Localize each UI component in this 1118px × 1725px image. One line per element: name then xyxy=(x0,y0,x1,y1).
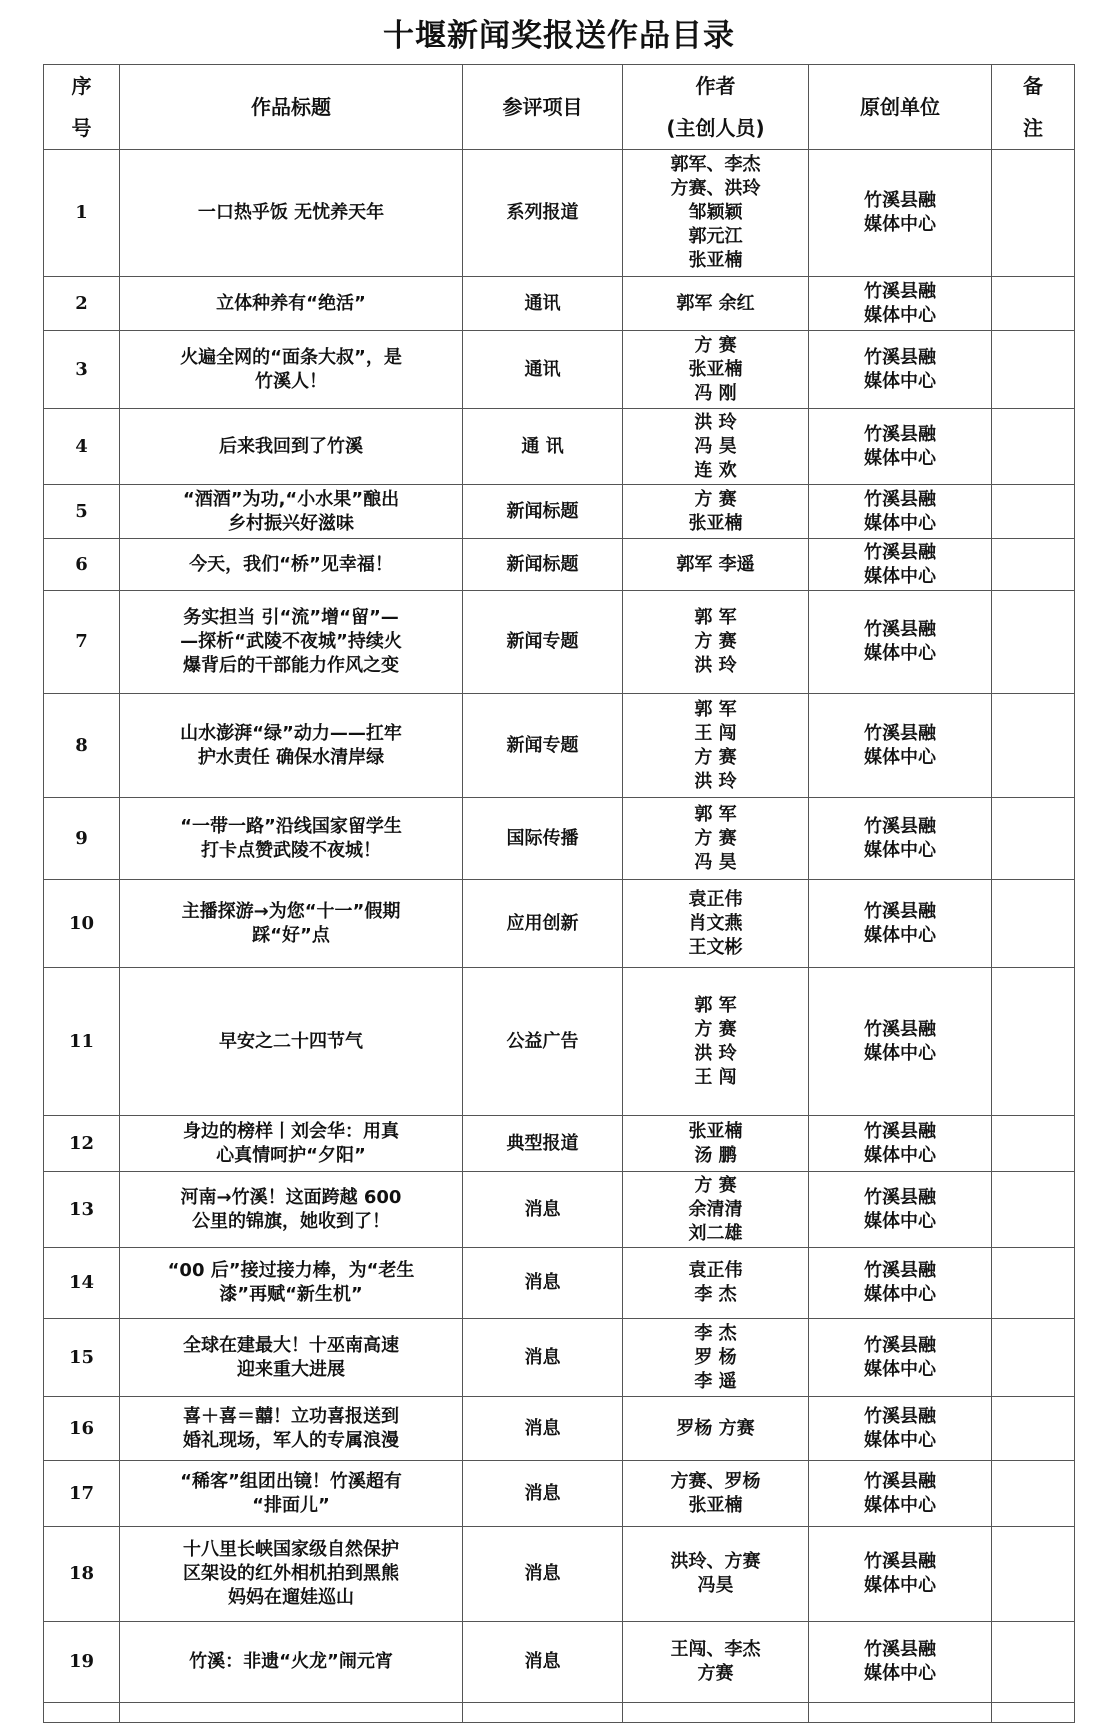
remark-cell xyxy=(992,1319,1075,1397)
work-title-line: 护水责任 确保水清岸绿 xyxy=(197,746,385,768)
work-title-cell xyxy=(120,694,463,798)
remark-cell xyxy=(992,1461,1075,1527)
author-line: 王 闯 xyxy=(694,722,737,744)
row-index: 2 xyxy=(44,277,120,331)
unit-line: 竹溪县融 xyxy=(864,488,936,510)
work-title-line: 早安之二十四节气 xyxy=(219,1030,363,1052)
work-title-line: 公里的锦旗，她收到了！ xyxy=(192,1210,390,1232)
header-remark: 备 注 xyxy=(992,65,1075,150)
author-line: 张亚楠 xyxy=(688,1494,743,1516)
author-line: 洪玲、方赛 xyxy=(670,1551,761,1572)
author-line: 王 闯 xyxy=(694,1066,737,1088)
author-cell xyxy=(623,968,809,1116)
unit-line: 竹溪县融 xyxy=(864,722,936,744)
author-cell xyxy=(623,1527,809,1622)
category-cell: 消息 xyxy=(463,1397,623,1461)
author-line: 方赛、洪玲 xyxy=(670,178,761,199)
row-index: 16 xyxy=(44,1397,120,1461)
unit-line: 竹溪县融 xyxy=(864,190,936,211)
author-line: 郭 军 xyxy=(694,698,737,720)
table-row xyxy=(44,591,1075,694)
author-cell xyxy=(623,591,809,694)
row-index: 4 xyxy=(44,409,120,485)
category-cell: 通讯 xyxy=(463,277,623,331)
remark-cell xyxy=(992,1172,1075,1248)
author-line: 袁正伟 xyxy=(688,1260,743,1281)
table-row xyxy=(44,1461,1075,1527)
row-index: 13 xyxy=(44,1172,120,1248)
author-line: 郭元江 xyxy=(688,226,743,247)
unit-line: 媒体中心 xyxy=(864,1663,936,1684)
unit-line: 竹溪县融 xyxy=(864,1551,936,1572)
work-title-line: 乡村振兴好滋味 xyxy=(228,512,354,534)
remark-cell xyxy=(992,694,1075,798)
author-line: 连 欢 xyxy=(694,459,737,481)
unit-line: 媒体中心 xyxy=(864,1144,936,1166)
remark-cell xyxy=(992,485,1075,539)
unit-cell xyxy=(809,1527,992,1622)
author-line: 余清清 xyxy=(688,1198,743,1220)
work-title-line: 竹溪：非遗“火龙”闹元宵 xyxy=(189,1651,393,1672)
row-index: 17 xyxy=(44,1461,120,1527)
work-title-line: “酒酒”为功,“小水果”酿出 xyxy=(182,488,400,510)
category-cell: 新闻专题 xyxy=(463,694,623,798)
author-cell xyxy=(623,409,809,485)
table-row xyxy=(44,1116,1075,1172)
author-line: 冯昊 xyxy=(697,1575,734,1596)
author-line: 洪 玲 xyxy=(694,655,737,676)
author-line: 汤 鹏 xyxy=(694,1144,737,1166)
category-cell: 典型报道 xyxy=(463,1116,623,1172)
page-title: 十堰新闻奖报送作品目录 xyxy=(383,18,735,54)
table-row xyxy=(44,485,1075,539)
author-line: 郭 军 xyxy=(694,803,737,825)
table-row xyxy=(44,1172,1075,1248)
work-title-line: 今天，我们“桥”见幸福！ xyxy=(189,553,393,575)
unit-line: 竹溪县融 xyxy=(864,1260,936,1281)
unit-line: 媒体中心 xyxy=(864,1494,936,1516)
unit-line: 媒体中心 xyxy=(864,643,936,664)
unit-cell xyxy=(809,694,992,798)
remark-cell xyxy=(992,968,1075,1116)
author-line: 袁正伟 xyxy=(688,888,743,910)
work-title-line: 山水澎湃“绿”动力——扛牢 xyxy=(180,722,402,744)
remark-cell xyxy=(992,331,1075,409)
work-title-cell xyxy=(120,1116,463,1172)
author-line: 罗 杨 xyxy=(694,1346,737,1368)
work-title-cell xyxy=(120,485,463,539)
remark-cell xyxy=(992,1116,1075,1172)
unit-cell xyxy=(809,1116,992,1172)
row-index: 11 xyxy=(44,968,120,1116)
author-line: 王文彬 xyxy=(688,936,743,958)
author-cell xyxy=(623,331,809,409)
table-body xyxy=(44,150,1075,1723)
category-cell: 消息 xyxy=(463,1527,623,1622)
unit-line: 竹溪县融 xyxy=(864,1334,936,1356)
unit-line: 竹溪县融 xyxy=(864,1470,936,1492)
remark-cell xyxy=(992,150,1075,277)
unit-cell xyxy=(809,485,992,539)
work-title-line: 区架设的红外相机拍到黑熊 xyxy=(183,1563,399,1584)
category-cell: 国际传播 xyxy=(463,798,623,880)
work-title-cell xyxy=(120,409,463,485)
author-cell xyxy=(623,1461,809,1527)
category-cell: 消息 xyxy=(463,1622,623,1703)
author-cell xyxy=(623,539,809,591)
author-line: 郭 军 xyxy=(694,607,737,628)
unit-cell xyxy=(809,1319,992,1397)
table-header-row xyxy=(44,65,1075,150)
unit-cell xyxy=(809,277,992,331)
unit-cell xyxy=(809,331,992,409)
unit-cell xyxy=(809,798,992,880)
remark-cell xyxy=(992,409,1075,485)
author-line: 邹颖颖 xyxy=(688,202,743,223)
work-title-line: 身边的榜样丨刘会华：用真 xyxy=(183,1120,399,1142)
category-cell: 新闻专题 xyxy=(463,591,623,694)
table-row xyxy=(44,1527,1075,1622)
unit-cell xyxy=(809,1397,992,1461)
work-title-cell xyxy=(120,277,463,331)
author-line: 方 赛 xyxy=(694,631,737,652)
unit-line: 媒体中心 xyxy=(864,1284,936,1305)
remark-cell xyxy=(992,1622,1075,1703)
work-title-line: 竹溪人！ xyxy=(255,370,327,392)
row-index: 10 xyxy=(44,880,120,968)
work-title-cell xyxy=(120,1319,463,1397)
table-row xyxy=(44,409,1075,485)
author-cell xyxy=(623,277,809,331)
row-index: 15 xyxy=(44,1319,120,1397)
unit-line: 竹溪县融 xyxy=(864,1186,936,1208)
row-index: 3 xyxy=(44,331,120,409)
author-cell xyxy=(623,485,809,539)
unit-line: 媒体中心 xyxy=(864,512,936,534)
author-line: 肖文燕 xyxy=(688,912,743,934)
author-line: 罗杨 方赛 xyxy=(676,1417,755,1439)
row-index: 9 xyxy=(44,798,120,880)
submission-table xyxy=(43,64,1075,1723)
row-index: 19 xyxy=(44,1622,120,1703)
header-category: 参评项目 xyxy=(463,65,623,150)
author-line: 方 赛 xyxy=(694,334,737,356)
work-title-line: 打卡点赞武陵不夜城！ xyxy=(201,839,381,861)
author-line: 冯 刚 xyxy=(694,382,737,404)
author-line: 刘二雄 xyxy=(688,1222,743,1244)
row-index: 7 xyxy=(44,591,120,694)
header-index: 序 号 xyxy=(44,65,120,150)
work-title-cell xyxy=(120,1622,463,1703)
category-cell: 消息 xyxy=(463,1248,623,1319)
work-title-line: 迎来重大进展 xyxy=(237,1358,345,1380)
table-row xyxy=(44,798,1075,880)
unit-line: 媒体中心 xyxy=(864,214,936,235)
unit-cell xyxy=(809,1461,992,1527)
work-title-line: 火遍全网的“面条大叔”，是 xyxy=(180,346,402,368)
unit-line: 媒体中心 xyxy=(864,924,936,946)
work-title-line: 后来我回到了竹溪 xyxy=(219,435,363,457)
row-index: 8 xyxy=(44,694,120,798)
work-title-line: 爆背后的干部能力作风之变 xyxy=(183,655,399,676)
remark-cell xyxy=(992,1527,1075,1622)
unit-cell xyxy=(809,1172,992,1248)
unit-cell xyxy=(809,591,992,694)
author-cell xyxy=(623,1248,809,1319)
remark-cell xyxy=(992,591,1075,694)
table-row-partial xyxy=(44,1703,1075,1723)
empty-cell xyxy=(809,1703,992,1723)
unit-cell xyxy=(809,150,992,277)
author-cell xyxy=(623,880,809,968)
author-cell xyxy=(623,150,809,277)
remark-cell xyxy=(992,539,1075,591)
work-title-cell xyxy=(120,1527,463,1622)
work-title-line: 十八里长峡国家级自然保护 xyxy=(183,1539,399,1560)
unit-line: 媒体中心 xyxy=(864,1210,936,1232)
table-row xyxy=(44,694,1075,798)
unit-line: 媒体中心 xyxy=(864,304,936,326)
unit-line: 竹溪县融 xyxy=(864,1405,936,1427)
work-title-line: —探析“武陵不夜城”持续火 xyxy=(180,631,402,652)
work-title-line: 河南→竹溪！这面跨越 600 xyxy=(180,1186,402,1208)
header-unit: 原创单位 xyxy=(809,65,992,150)
category-cell: 通 讯 xyxy=(463,409,623,485)
unit-line: 媒体中心 xyxy=(864,1358,936,1380)
remark-cell xyxy=(992,1397,1075,1461)
unit-line: 竹溪县融 xyxy=(864,280,936,302)
header-author: 作者 (主创人员) xyxy=(623,65,809,150)
row-index: 1 xyxy=(44,150,120,277)
author-cell xyxy=(623,694,809,798)
work-title-line: “00 后”接过接力棒，为“老生 xyxy=(167,1260,415,1281)
table-row xyxy=(44,1622,1075,1703)
work-title-line: 立体种养有“绝活” xyxy=(216,292,366,314)
author-line: 方赛、罗杨 xyxy=(670,1470,761,1492)
author-cell xyxy=(623,1622,809,1703)
unit-line: 竹溪县融 xyxy=(864,423,936,445)
work-title-cell xyxy=(120,539,463,591)
author-line: 方 赛 xyxy=(694,827,737,849)
unit-line: 竹溪县融 xyxy=(864,541,936,563)
author-line: 张亚楠 xyxy=(688,250,743,271)
author-line: 李 杰 xyxy=(694,1322,737,1344)
author-line: 冯 昊 xyxy=(694,435,737,457)
empty-cell xyxy=(992,1703,1075,1723)
work-title-cell xyxy=(120,1248,463,1319)
author-line: 方 赛 xyxy=(694,1018,737,1040)
work-title-line: “排面儿” xyxy=(252,1494,330,1516)
author-cell xyxy=(623,1116,809,1172)
unit-line: 媒体中心 xyxy=(864,1042,936,1064)
author-line: 洪 玲 xyxy=(694,411,737,433)
category-cell: 消息 xyxy=(463,1461,623,1527)
category-cell: 消息 xyxy=(463,1319,623,1397)
author-line: 张亚楠 xyxy=(688,512,743,534)
work-title-line: 主播探游→为您“十一”假期 xyxy=(181,900,401,922)
empty-cell xyxy=(623,1703,809,1723)
unit-cell xyxy=(809,409,992,485)
work-title-line: 心真情呵护“夕阳” xyxy=(216,1144,366,1166)
author-cell xyxy=(623,1397,809,1461)
work-title-cell xyxy=(120,798,463,880)
author-cell xyxy=(623,1319,809,1397)
unit-cell xyxy=(809,1622,992,1703)
work-title-cell xyxy=(120,1461,463,1527)
unit-cell xyxy=(809,968,992,1116)
author-line: 洪 玲 xyxy=(694,1042,737,1064)
row-index: 6 xyxy=(44,539,120,591)
unit-line: 媒体中心 xyxy=(864,565,936,587)
empty-cell xyxy=(120,1703,463,1723)
work-title-line: 妈妈在遛娃巡山 xyxy=(228,1587,354,1608)
author-line: 张亚楠 xyxy=(688,358,743,380)
category-cell: 新闻标题 xyxy=(463,485,623,539)
table-row xyxy=(44,968,1075,1116)
work-title-line: “一带一路”沿线国家留学生 xyxy=(180,815,402,837)
remark-cell xyxy=(992,277,1075,331)
unit-line: 竹溪县融 xyxy=(864,900,936,922)
empty-cell xyxy=(44,1703,120,1723)
work-title-cell xyxy=(120,968,463,1116)
unit-line: 媒体中心 xyxy=(864,839,936,861)
author-cell xyxy=(623,798,809,880)
author-line: 郭军 李遥 xyxy=(676,553,755,575)
author-line: 王闯、李杰 xyxy=(670,1639,761,1660)
unit-line: 媒体中心 xyxy=(864,1429,936,1451)
row-index: 5 xyxy=(44,485,120,539)
unit-line: 竹溪县融 xyxy=(864,619,936,640)
author-line: 方 赛 xyxy=(694,1174,737,1196)
remark-cell xyxy=(992,1248,1075,1319)
table-row xyxy=(44,1397,1075,1461)
unit-line: 竹溪县融 xyxy=(864,1639,936,1660)
empty-cell xyxy=(463,1703,623,1723)
category-cell: 通讯 xyxy=(463,331,623,409)
unit-line: 竹溪县融 xyxy=(864,815,936,837)
table-row xyxy=(44,539,1075,591)
unit-line: 媒体中心 xyxy=(864,370,936,392)
category-cell: 新闻标题 xyxy=(463,539,623,591)
author-line: 洪 玲 xyxy=(694,770,737,792)
unit-cell xyxy=(809,539,992,591)
author-line: 郭军、李杰 xyxy=(670,154,761,175)
header-work-title: 作品标题 xyxy=(120,65,463,150)
table-row xyxy=(44,150,1075,277)
unit-line: 媒体中心 xyxy=(864,1575,936,1596)
author-line: 冯 昊 xyxy=(694,851,737,873)
author-cell xyxy=(623,1172,809,1248)
work-title-line: 婚礼现场，军人的专属浪漫 xyxy=(183,1429,399,1451)
work-title-cell xyxy=(120,150,463,277)
row-index: 14 xyxy=(44,1248,120,1319)
unit-cell xyxy=(809,880,992,968)
work-title-cell xyxy=(120,591,463,694)
category-cell: 系列报道 xyxy=(463,150,623,277)
row-index: 12 xyxy=(44,1116,120,1172)
author-line: 李 杰 xyxy=(694,1284,737,1305)
category-cell: 消息 xyxy=(463,1172,623,1248)
table-row xyxy=(44,277,1075,331)
author-line: 方赛 xyxy=(697,1663,734,1684)
author-line: 方 赛 xyxy=(694,488,737,510)
work-title-line: 漆”再赋“新生机” xyxy=(219,1284,363,1305)
remark-cell xyxy=(992,798,1075,880)
work-title-cell xyxy=(120,331,463,409)
author-line: 方 赛 xyxy=(694,746,737,768)
work-title-line: “稀客”组团出镜！竹溪超有 xyxy=(180,1470,402,1492)
table-row xyxy=(44,880,1075,968)
work-title-line: 喜＋喜＝囍！立功喜报送到 xyxy=(183,1405,399,1427)
row-index: 18 xyxy=(44,1527,120,1622)
work-title-cell xyxy=(120,1172,463,1248)
remark-cell xyxy=(992,880,1075,968)
category-cell: 公益广告 xyxy=(463,968,623,1116)
unit-line: 媒体中心 xyxy=(864,447,936,469)
table-row xyxy=(44,1319,1075,1397)
work-title-line: 一口热乎饭 无忧养天年 xyxy=(197,202,385,223)
unit-line: 竹溪县融 xyxy=(864,1018,936,1040)
work-title-line: 务实担当 引“流”增“留”— xyxy=(183,607,399,628)
table-row xyxy=(44,331,1075,409)
unit-cell xyxy=(809,1248,992,1319)
work-title-cell xyxy=(120,880,463,968)
unit-line: 竹溪县融 xyxy=(864,346,936,368)
unit-line: 竹溪县融 xyxy=(864,1120,936,1142)
work-title-line: 全球在建最大！十巫南高速 xyxy=(183,1334,399,1356)
author-line: 张亚楠 xyxy=(688,1120,743,1142)
table-row xyxy=(44,1248,1075,1319)
category-cell: 应用创新 xyxy=(463,880,623,968)
author-line: 李 遥 xyxy=(694,1370,737,1392)
unit-line: 媒体中心 xyxy=(864,746,936,768)
work-title-cell xyxy=(120,1397,463,1461)
author-line: 郭军 余红 xyxy=(676,292,755,314)
author-line: 郭 军 xyxy=(694,994,737,1016)
work-title-line: 踩“好”点 xyxy=(252,924,330,946)
